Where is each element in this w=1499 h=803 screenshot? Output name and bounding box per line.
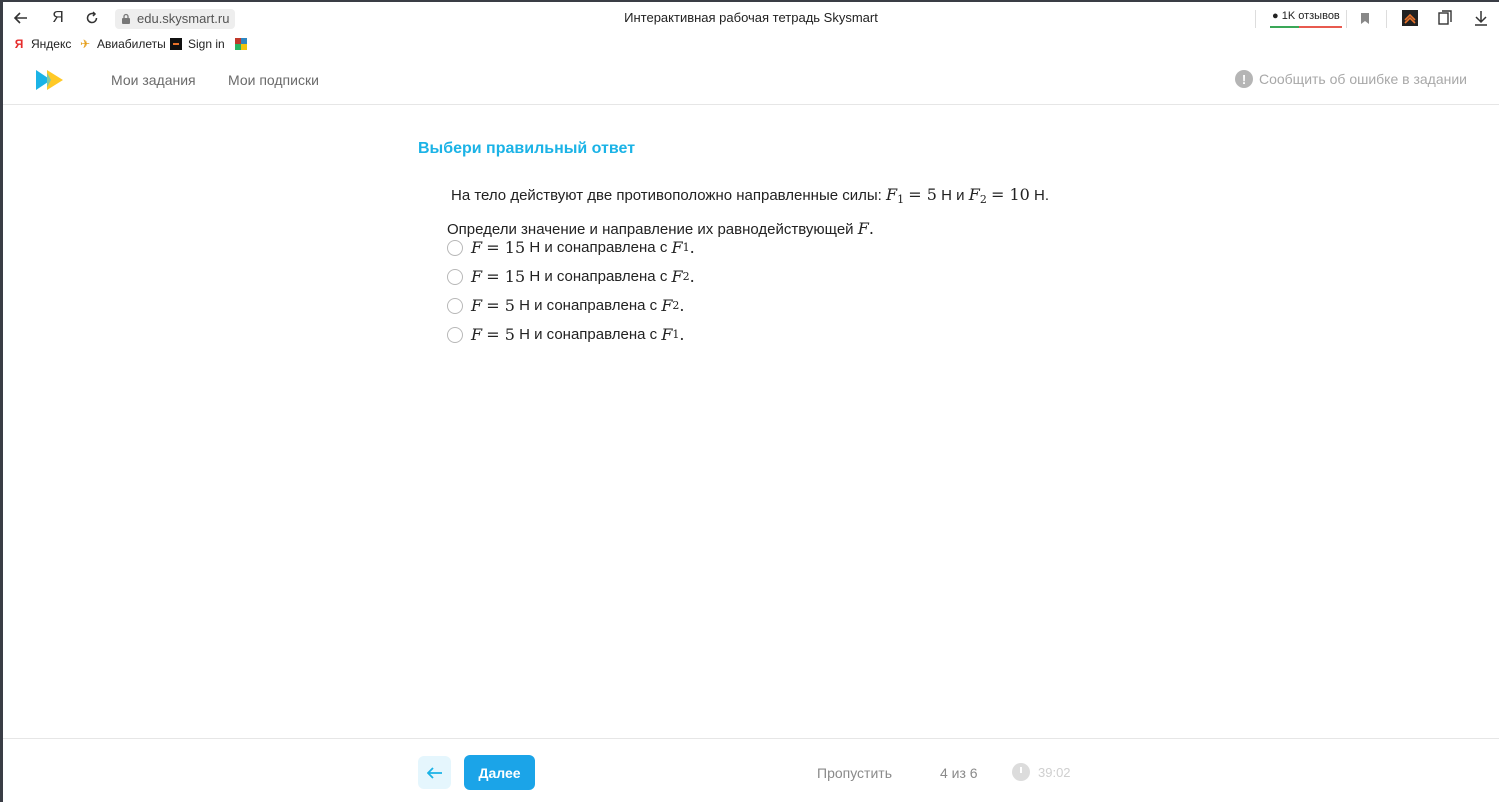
clock-icon bbox=[1012, 763, 1030, 781]
comment-icon: ● bbox=[1272, 10, 1279, 22]
task-footer bbox=[3, 738, 1499, 803]
site-header bbox=[3, 55, 1499, 105]
timer bbox=[1012, 763, 1071, 781]
bookmark-icon[interactable] bbox=[1356, 9, 1374, 27]
url-text: edu.skysmart.ru bbox=[137, 11, 230, 26]
force-symbol: F bbox=[968, 185, 980, 204]
yandex-home-icon[interactable]: Я bbox=[52, 9, 64, 26]
answer-option[interactable] bbox=[447, 262, 695, 291]
option-ref: F bbox=[671, 267, 683, 286]
force-value: = 10 bbox=[990, 185, 1030, 204]
radio-button[interactable] bbox=[447, 327, 463, 343]
option-text: Н и сонаправлена с bbox=[529, 239, 668, 256]
reviews-badge[interactable] bbox=[1270, 8, 1342, 28]
nav-my-tasks[interactable]: Мои задания bbox=[111, 72, 196, 88]
bookmark-avia[interactable] bbox=[79, 36, 166, 52]
report-label: Сообщить об ошибке в задании bbox=[1258, 71, 1467, 87]
skip-button[interactable]: Пропустить bbox=[817, 765, 892, 781]
option-ref: F bbox=[661, 325, 673, 344]
reviews-rating-bar bbox=[1270, 26, 1299, 28]
bookmark-app[interactable] bbox=[235, 36, 247, 52]
punctuation: . bbox=[679, 325, 685, 344]
option-value: = 5 bbox=[486, 296, 515, 315]
option-sub: 2 bbox=[672, 299, 680, 312]
answer-option[interactable] bbox=[447, 291, 695, 320]
bookmark-label: Яндекс bbox=[31, 37, 72, 51]
question-intro: На тело действуют две противоположно направленные силы: bbox=[451, 187, 882, 204]
option-sub: 1 bbox=[682, 241, 690, 254]
option-ref: F bbox=[671, 238, 683, 257]
answer-option[interactable] bbox=[447, 233, 695, 262]
toolbar-divider bbox=[1346, 10, 1347, 28]
force-subscript: 2 bbox=[979, 193, 987, 206]
download-icon[interactable] bbox=[1472, 9, 1490, 27]
radio-button[interactable] bbox=[447, 269, 463, 285]
exclamation-icon: ! bbox=[1235, 70, 1253, 88]
question-prompt: Определи значение и направление их равнодействующей bbox=[447, 221, 854, 238]
option-var: F bbox=[471, 325, 483, 344]
option-var: F bbox=[471, 238, 483, 257]
airplane-icon: ✈ bbox=[79, 37, 91, 51]
nav-my-subscriptions[interactable]: Мои подписки bbox=[228, 72, 319, 88]
punctuation: . bbox=[679, 296, 685, 315]
punctuation: . bbox=[868, 219, 874, 238]
bookmark-label: Sign in bbox=[188, 37, 225, 51]
unit-text: Н. bbox=[1034, 187, 1050, 204]
report-error-link[interactable] bbox=[1235, 70, 1467, 88]
answer-options bbox=[447, 233, 695, 349]
reviews-label: 1K отзывов bbox=[1281, 10, 1340, 22]
force-symbol: F bbox=[886, 185, 898, 204]
option-text: Н и сонаправлена с bbox=[519, 297, 658, 314]
option-var: F bbox=[471, 296, 483, 315]
radio-button[interactable] bbox=[447, 240, 463, 256]
extension-icon[interactable] bbox=[1401, 9, 1419, 27]
arrow-left-icon bbox=[427, 767, 443, 779]
task-heading: Выбери правильный ответ bbox=[418, 140, 636, 157]
progress-counter: 4 из 6 bbox=[940, 765, 978, 781]
option-sub: 2 bbox=[682, 270, 690, 283]
force-subscript: 1 bbox=[897, 193, 905, 206]
resultant-symbol: F bbox=[857, 219, 869, 238]
previous-button[interactable] bbox=[418, 756, 451, 789]
option-value: = 5 bbox=[486, 325, 515, 344]
punctuation: . bbox=[689, 267, 695, 286]
unit-text: Н и bbox=[941, 187, 965, 204]
option-text: Н и сонаправлена с bbox=[519, 326, 658, 343]
toolbar-divider bbox=[1386, 10, 1387, 28]
browser-toolbar bbox=[3, 2, 1499, 34]
page-title: Интерактивная рабочая тетрадь Skysmart bbox=[624, 10, 878, 25]
option-ref: F bbox=[661, 296, 673, 315]
app-icon bbox=[235, 38, 247, 50]
punctuation: . bbox=[689, 238, 695, 257]
window-frame-left bbox=[0, 0, 3, 802]
collections-icon[interactable] bbox=[1436, 9, 1454, 27]
signin-icon bbox=[170, 38, 182, 50]
bookmark-yandex[interactable] bbox=[13, 36, 71, 52]
question-line-1 bbox=[447, 180, 1087, 214]
bookmarks-bar bbox=[3, 34, 1499, 54]
bookmark-label: Авиабилеты bbox=[97, 37, 166, 51]
bookmark-signin[interactable] bbox=[170, 36, 225, 52]
next-button[interactable]: Далее bbox=[464, 755, 535, 790]
skysmart-logo-icon[interactable] bbox=[35, 69, 65, 91]
timer-value: 39:02 bbox=[1038, 764, 1071, 780]
option-value: = 15 bbox=[486, 267, 526, 286]
radio-button[interactable] bbox=[447, 298, 463, 314]
yandex-icon: Я bbox=[14, 37, 24, 51]
force-value: = 5 bbox=[908, 185, 937, 204]
toolbar-divider bbox=[1255, 10, 1256, 28]
answer-option[interactable] bbox=[447, 320, 695, 349]
option-var: F bbox=[471, 267, 483, 286]
option-text: Н и сонаправлена с bbox=[529, 268, 668, 285]
option-value: = 15 bbox=[486, 238, 526, 257]
option-sub: 1 bbox=[672, 328, 680, 341]
